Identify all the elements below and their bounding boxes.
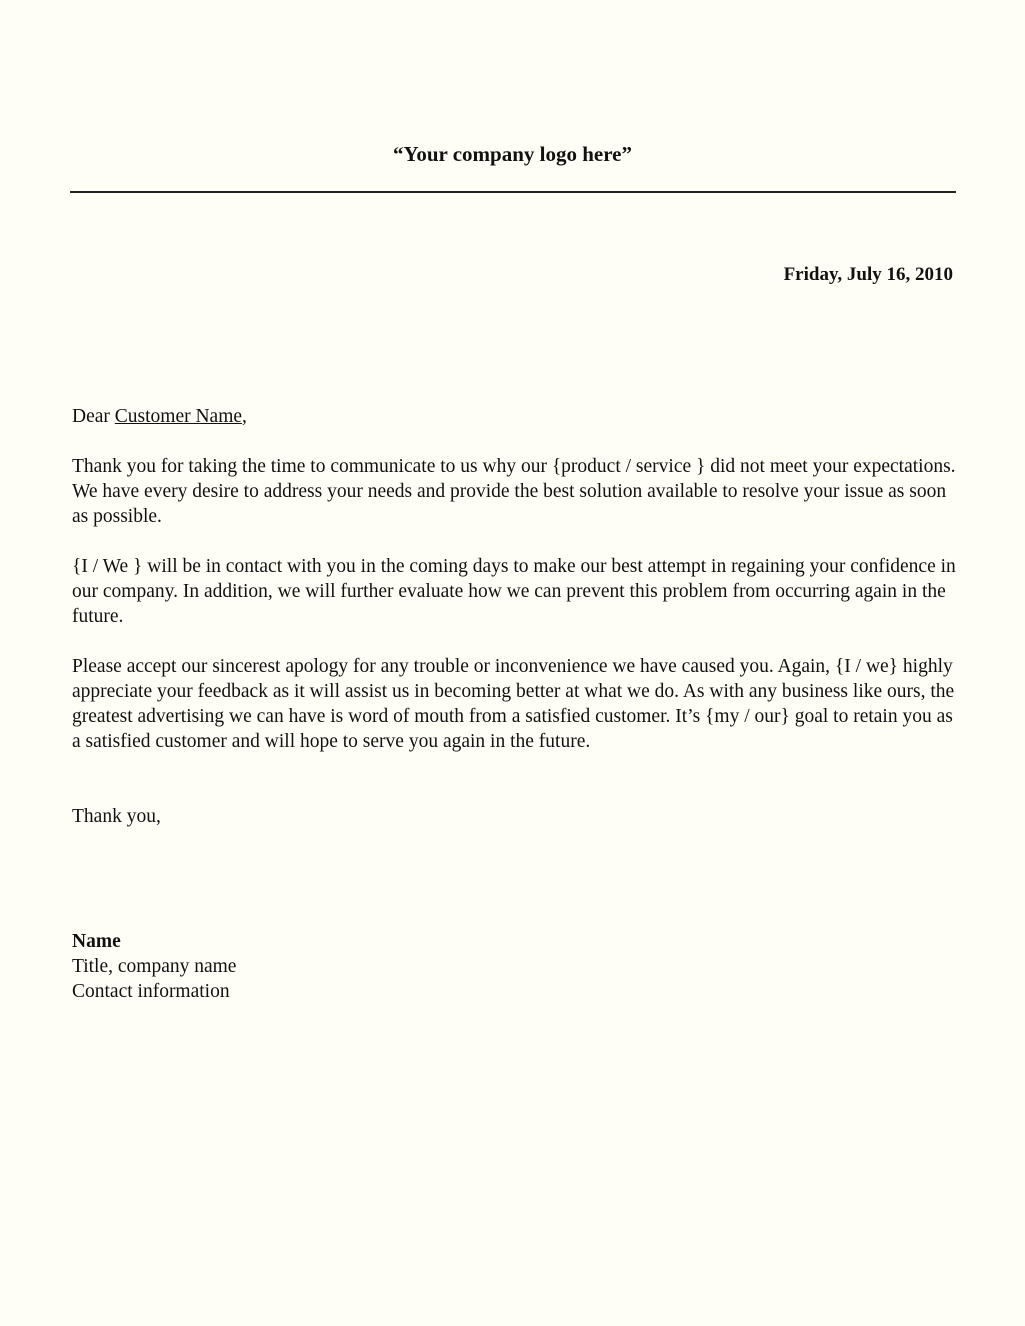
closing: Thank you, bbox=[72, 806, 161, 827]
signer-title: Title, company name bbox=[72, 956, 237, 977]
signature-block bbox=[72, 929, 957, 1004]
header-divider bbox=[70, 191, 956, 193]
company-logo-placeholder: “Your company logo here” bbox=[393, 142, 632, 166]
signer-contact: Contact information bbox=[72, 981, 230, 1002]
paragraph-1: Thank you for taking the time to communicate to us why our {product / service } did not meet your expectations. We have every desire to address your needs and provide the best solution available to resolve your issue as soon as possible. bbox=[72, 456, 956, 527]
salutation bbox=[72, 404, 957, 429]
paragraph-2: {I / We } will be in contact with you in the coming days to make our best attempt in regaining your confidence in our company. In addition, we will further evaluate how we can prevent this problem from occurring again in the future. bbox=[72, 556, 956, 627]
salutation-prefix: Dear bbox=[72, 406, 115, 427]
paragraph-3: Please accept our sincerest apology for any trouble or inconvenience we have caused you. Again, {I / we} highly appreciate your feedback as it will assist us in becoming better at what we do. As with any business like ours, the greatest advertising we can have is word of mouth from a satisfied customer. It’s {my / our} goal to retain you as a satisfied customer and will hope to serve you again in the future. bbox=[72, 656, 955, 752]
customer-name: Customer Name bbox=[114, 406, 243, 427]
signer-name: Name bbox=[72, 931, 121, 952]
letter-date: Friday, July 16, 2010 bbox=[783, 264, 953, 285]
salutation-suffix: , bbox=[242, 406, 247, 427]
